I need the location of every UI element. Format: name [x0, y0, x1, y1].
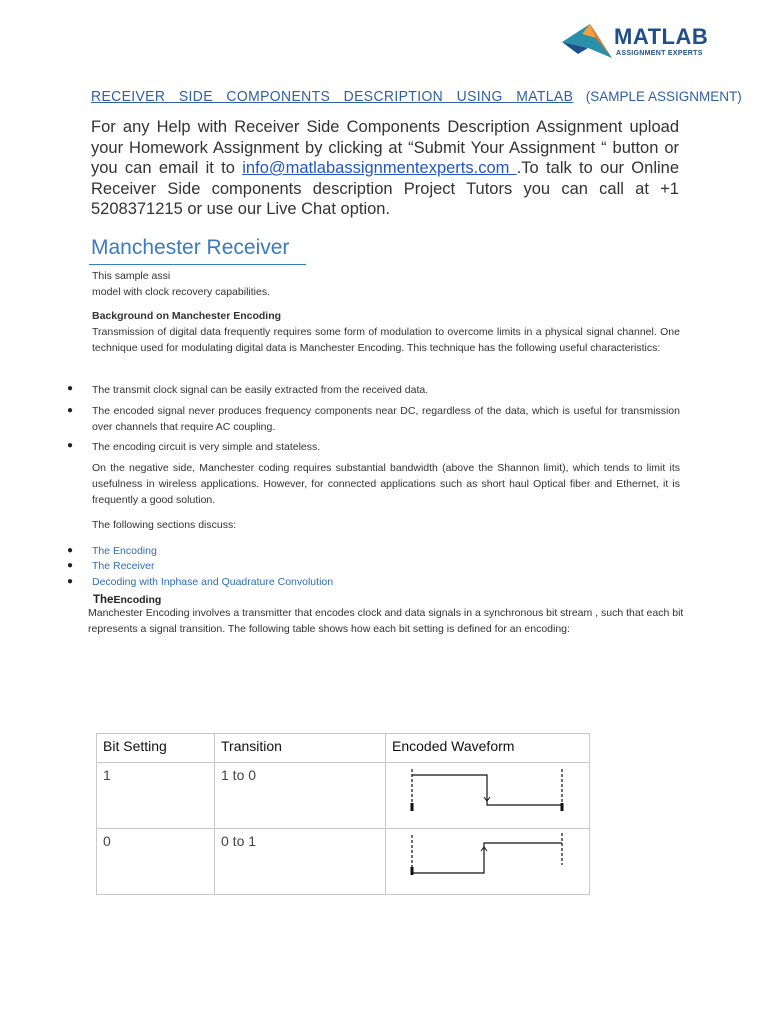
bullet-dot: ●: [67, 560, 74, 571]
section-link-decoding[interactable]: Decoding with Inphase and Quadrature Convolution: [92, 576, 334, 588]
waveform-zero-to-one: [386, 829, 586, 891]
background-paragraph: Transmission of digital data frequently requires some form of modulation to overcome limits in a physical signal channel. One technique used for modulating digital data is Manchester Encoding. This technique has the following useful characteristics:: [92, 326, 680, 354]
section-link-encoding[interactable]: The Encoding: [92, 545, 157, 557]
section-heading: Manchester Receiver: [91, 236, 290, 259]
cell-transition: 1 to 0: [215, 763, 386, 829]
sample-line-1: This sample assi: [92, 270, 171, 282]
title-main: RECEIVER SIDE COMPONENTS DESCRIPTION USING MATLAB: [91, 88, 574, 105]
bullet-dot: ●: [67, 405, 74, 416]
header-encoded-waveform: Encoded Waveform: [386, 734, 590, 763]
bullet-dot: ●: [67, 383, 74, 394]
waveform-one-to-zero: [386, 763, 586, 825]
logo-wordmark: MATLAB: [614, 24, 709, 49]
bullet-dot: ●: [67, 545, 74, 556]
header-bit-setting: Bit Setting: [97, 734, 215, 763]
encoding-heading-the: The: [93, 594, 114, 606]
table-row: [97, 763, 590, 829]
cell-bit: 0: [97, 829, 215, 895]
page-title: [91, 88, 742, 105]
characteristic-item: The encoded signal never produces frequency components near DC, regardless of the data, which is useful for transmission over channels that require AC coupling.: [92, 405, 680, 433]
sample-line-2: model with clock recovery capabilities.: [92, 286, 270, 298]
matlab-membrane-icon: [560, 18, 614, 62]
cell-transition: 0 to 1: [215, 829, 386, 895]
intro-text-before: For any Help with Receiver Side Components Description Assignment upload your Homework Assignment by clicking at “Submit Your Assignment “ button or you can email it to: [91, 118, 679, 177]
cell-bit: 1: [97, 763, 215, 829]
section-link-receiver[interactable]: The Receiver: [92, 560, 155, 572]
negative-paragraph: On the negative side, Manchester coding requires substantial bandwidth (above the Shannon limit), which tends to limit its usefulness in wireless applications. However, for connected applications such as short haul Optical fiber and Ethernet, it is frequently a good solution.: [92, 462, 680, 506]
cell-waveform: [386, 829, 590, 895]
section-underline: [89, 264, 306, 265]
cell-waveform: [386, 763, 590, 829]
logo-tagline: ASSIGNMENT EXPERTS: [616, 50, 703, 57]
sections-intro: The following sections discuss:: [92, 519, 237, 531]
intro-paragraph: [91, 117, 679, 220]
background-heading: Background on Manchester Encoding: [92, 310, 282, 322]
email-link[interactable]: info@matlabassignmentexperts.com: [242, 159, 517, 177]
encoding-paragraph: Manchester Encoding involves a transmitter that encodes clock and data signals in a synchronous bit stream , such that each bit represents a signal transition. The following table shows how each bit setting is defined for an encoding:: [88, 607, 684, 635]
characteristic-item: The transmit clock signal can be easily extracted from the received data.: [92, 384, 429, 396]
header-transition: Transition: [215, 734, 386, 763]
characteristic-item: The encoding circuit is very simple and stateless.: [92, 441, 321, 453]
encoding-heading-word: Encoding: [113, 594, 162, 606]
table-row: [97, 829, 590, 895]
bullet-dot: ●: [67, 576, 74, 587]
bullet-dot: ●: [67, 440, 74, 451]
title-sample-tag: (SAMPLE ASSIGNMENT): [585, 89, 742, 104]
encoding-table: [96, 733, 590, 895]
table-header-row: [97, 734, 590, 763]
intro-text-after: .To talk to our Online Receiver Side components description Project Tutors you can call at +1 5208371215 or use our Live Chat option.: [91, 159, 680, 218]
